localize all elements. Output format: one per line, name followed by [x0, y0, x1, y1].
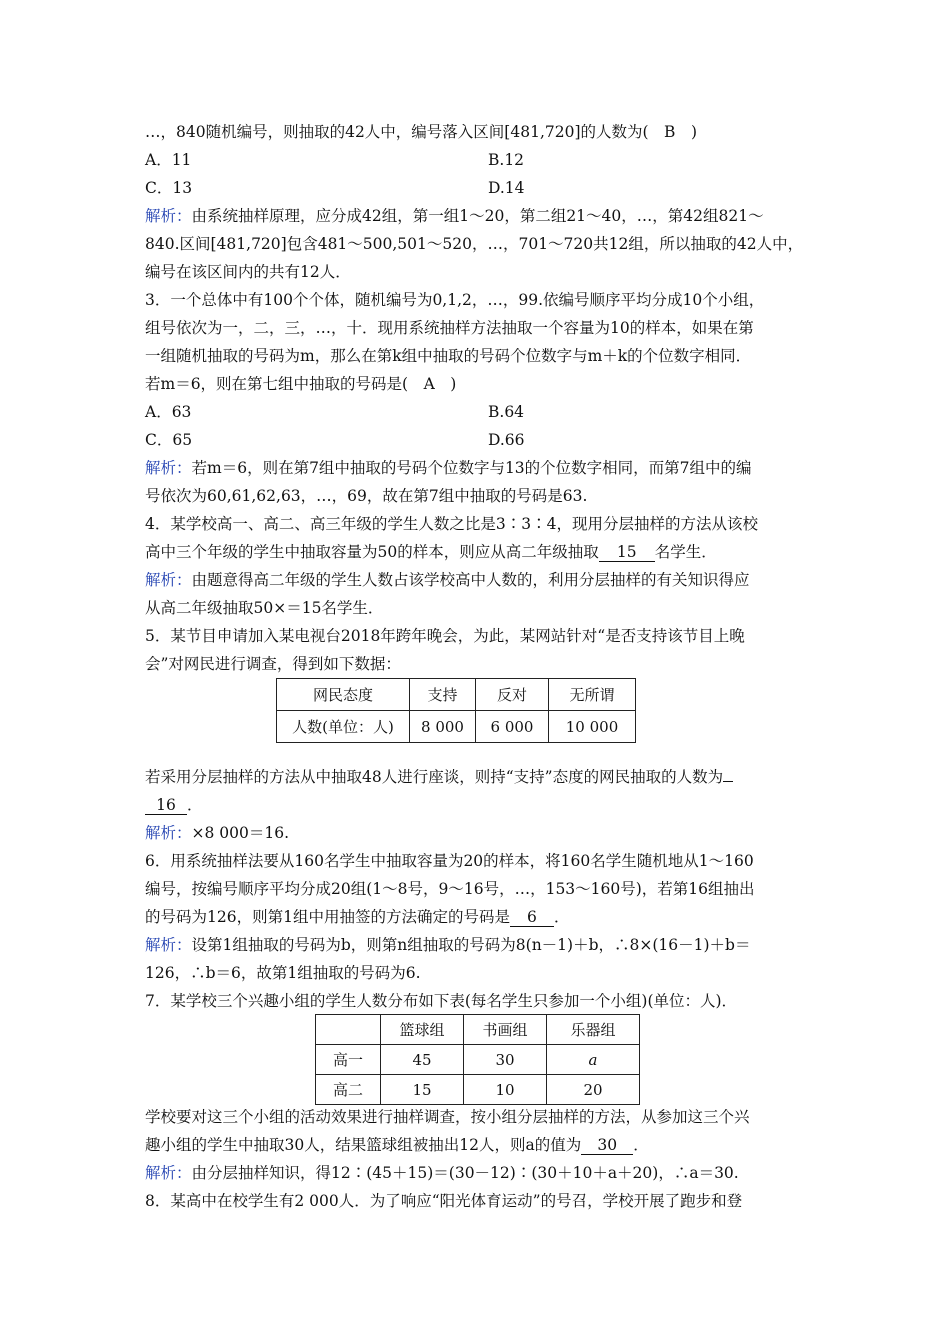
q5-solution-text-1: ×8 000＝16. — [191, 824, 290, 842]
q4-solution-text-1: 由题意得高二年级的学生人数占该学校高中人数的，利用分层抽样的有关知识得应 — [191, 571, 750, 589]
q5-answer-blank: 16 — [145, 796, 187, 815]
table-cell: 支持 — [410, 679, 476, 711]
q7-solution-text-1: 由分层抽样知识，得12∶(45＋15)＝(30－12)∶(30＋10＋a＋20)，∴a＝30. — [191, 1164, 739, 1182]
table-cell: 10 000 — [549, 711, 636, 743]
q4-stem-line-2 — [145, 541, 825, 563]
table-cell: 30 — [464, 1045, 547, 1075]
q2-solution-line-1 — [145, 205, 825, 227]
q3-solution-line-1 — [145, 457, 825, 479]
q6-jiexi-label: 解析： — [145, 936, 192, 954]
q6-stem-line-1: 6．用系统抽样法要从160名学生中抽取容量为20的样本，将160名学生随机地从1～160 — [145, 852, 754, 870]
q3-solution-line-2: 号依次为60,61,62,63，…，69，故在第7组中抽取的号码是63. — [145, 487, 588, 505]
q5-jiexi-label: 解析： — [145, 824, 192, 842]
q7-question-tail: ． — [633, 1136, 649, 1154]
q5-stem-line-2: 会”对网民进行调查，得到如下数据： — [145, 655, 401, 673]
q7-solution-line-1 — [145, 1162, 825, 1184]
q3-option-d: D.66 — [488, 431, 525, 449]
q6-stem-text: 的号码为126，则第1组中用抽签的方法确定的号码是 — [145, 908, 510, 926]
q4-stem-line-1: 4．某学校高一、高二、高三年级的学生人数之比是3∶3∶4，现用分层抽样的方法从该校 — [145, 515, 758, 533]
q7-answer-blank: 30 — [581, 1136, 633, 1155]
q3-options-row-1 — [145, 401, 825, 423]
table-cell: 书画组 — [464, 1015, 547, 1045]
q2-solution-line-2: 840.区间[481,720]包含481～500,501～520，…，701～720共12组，所以抽取的42人中， — [145, 235, 804, 253]
q4-stem-tail: 名学生． — [654, 543, 717, 561]
q8-stem-line-1: 8．某高中在校学生有2 000人．为了响应“阳光体育运动”的号召，学校开展了跑步和登 — [145, 1192, 743, 1210]
q3-option-c: C．65 — [145, 431, 193, 449]
table-cell — [316, 1015, 381, 1045]
q6-solution-text-1: 设第1组抽取的号码为b，则第n组抽取的号码为8(n－1)＋b，∴8×(16－1)＋b＝ — [191, 936, 751, 954]
q6-solution-line-2: 126，∴b＝6，故第1组抽取的号码为6. — [145, 964, 421, 982]
q3-jiexi-label: 解析： — [145, 459, 192, 477]
q7-stem-line-1: 7．某学校三个兴趣小组的学生人数分布如下表(每名学生只参加一个小组)(单位：人)． — [145, 992, 738, 1010]
q4-solution-line-1 — [145, 569, 825, 591]
table-cell: a — [547, 1045, 640, 1075]
q3-stem-line-2: 组号依次为一，二，三，…，十．现用系统抽样方法抽取一个容量为10的样本，如果在第 — [145, 319, 754, 337]
q6-solution-line-1 — [145, 934, 825, 956]
q2-options-row-2 — [145, 177, 825, 199]
table-cell: 高二 — [316, 1075, 381, 1105]
q6-answer-blank: 6 — [510, 908, 554, 927]
q4-solution-line-2: 从高二年级抽取50×＝15名学生． — [145, 599, 384, 617]
table-cell: 反对 — [476, 679, 549, 711]
q3-stem-line-3: 一组随机抽取的号码为m，那么在第k组中抽取的号码个位数字与m＋k的个位数字相同． — [145, 347, 752, 365]
table-cell: 45 — [381, 1045, 464, 1075]
q3-solution-text-1: 若m＝6，则在第7组中抽取的号码个位数字与13的个位数字相同，而第7组中的编 — [191, 459, 752, 477]
q2-option-d: D.14 — [488, 179, 525, 197]
table-header-row — [277, 679, 636, 711]
q7-question-line-1: 学校要对这三个小组的活动效果进行抽样调查，按小组分层抽样的方法，从参加这三个兴 — [145, 1108, 750, 1126]
q2-stem-line: …，840随机编号，则抽取的42人中，编号落入区间[481,720]的人数为( B ) — [145, 123, 697, 141]
q7-group-table — [315, 1014, 640, 1105]
table-cell: 高一 — [316, 1045, 381, 1075]
q5-question-tail: ． — [187, 796, 203, 814]
q3-stem-line-1: 3．一个总体中有100个个体，随机编号为0,1,2，…，99.依编号顺序平均分成10个小组， — [145, 291, 765, 309]
q2-option-a: A．11 — [145, 151, 192, 169]
q5-survey-table — [276, 678, 636, 743]
table-row — [316, 1045, 640, 1075]
table-header-row — [316, 1015, 640, 1045]
q2-option-c: C．13 — [145, 179, 193, 197]
q4-jiexi-label: 解析： — [145, 571, 192, 589]
q2-options-row-1 — [145, 149, 825, 171]
q4-answer-blank: 15 — [599, 543, 655, 562]
q2-jiexi-label: 解析： — [145, 207, 192, 225]
q6-stem-tail: ． — [553, 908, 570, 926]
q7-question-text: 趣小组的学生中抽取30人，结果篮球组被抽出12人，则a的值为 — [145, 1136, 582, 1154]
q3-option-a: A．63 — [145, 403, 192, 421]
table-cell: 网民态度 — [277, 679, 410, 711]
q2-solution-line-3: 编号在该区间内的共有12人． — [145, 263, 351, 281]
q3-options-row-2 — [145, 429, 825, 451]
q5-question-text: 若采用分层抽样的方法从中抽取48人进行座谈，则持“支持”态度的网民抽取的人数为 — [145, 768, 724, 786]
table-cell: 篮球组 — [381, 1015, 464, 1045]
q5-answer-blank-start — [723, 781, 733, 782]
q4-stem-text: 高中三个年级的学生中抽取容量为50的样本，则应从高二年级抽取 — [145, 543, 599, 561]
q5-stem-line-1: 5．某节目申请加入某电视台2018年跨年晚会，为此，某网站针对“是否支持该节目上晚 — [145, 627, 745, 645]
q2-option-b: B.12 — [488, 151, 525, 169]
q6-stem-line-3 — [145, 906, 825, 928]
table-cell: 6 000 — [476, 711, 549, 743]
table-cell: 8 000 — [410, 711, 476, 743]
table-cell: 人数(单位：人) — [277, 711, 410, 743]
q3-option-b: B.64 — [488, 403, 525, 421]
q7-question-line-2 — [145, 1134, 825, 1156]
table-row — [316, 1075, 640, 1105]
q7-jiexi-label: 解析： — [145, 1164, 192, 1182]
table-cell: 10 — [464, 1075, 547, 1105]
q6-stem-line-2: 编号，按编号顺序平均分成20组(1～8号，9～16号，…，153～160号)，若第16组抽出 — [145, 880, 755, 898]
q5-question-line-1 — [145, 766, 825, 788]
q2-solution-text-1: 由系统抽样原理，应分成42组，第一组1～20，第二组21～40，…，第42组821～ — [191, 207, 764, 225]
table-cell: 20 — [547, 1075, 640, 1105]
q3-stem-line-4: 若m＝6，则在第七组中抽取的号码是( A ) — [145, 375, 457, 393]
q5-question-line-2 — [145, 794, 825, 816]
table-cell: 无所谓 — [549, 679, 636, 711]
table-row — [277, 711, 636, 743]
q5-solution-line-1 — [145, 822, 825, 844]
table-cell: 乐器组 — [547, 1015, 640, 1045]
table-cell: 15 — [381, 1075, 464, 1105]
